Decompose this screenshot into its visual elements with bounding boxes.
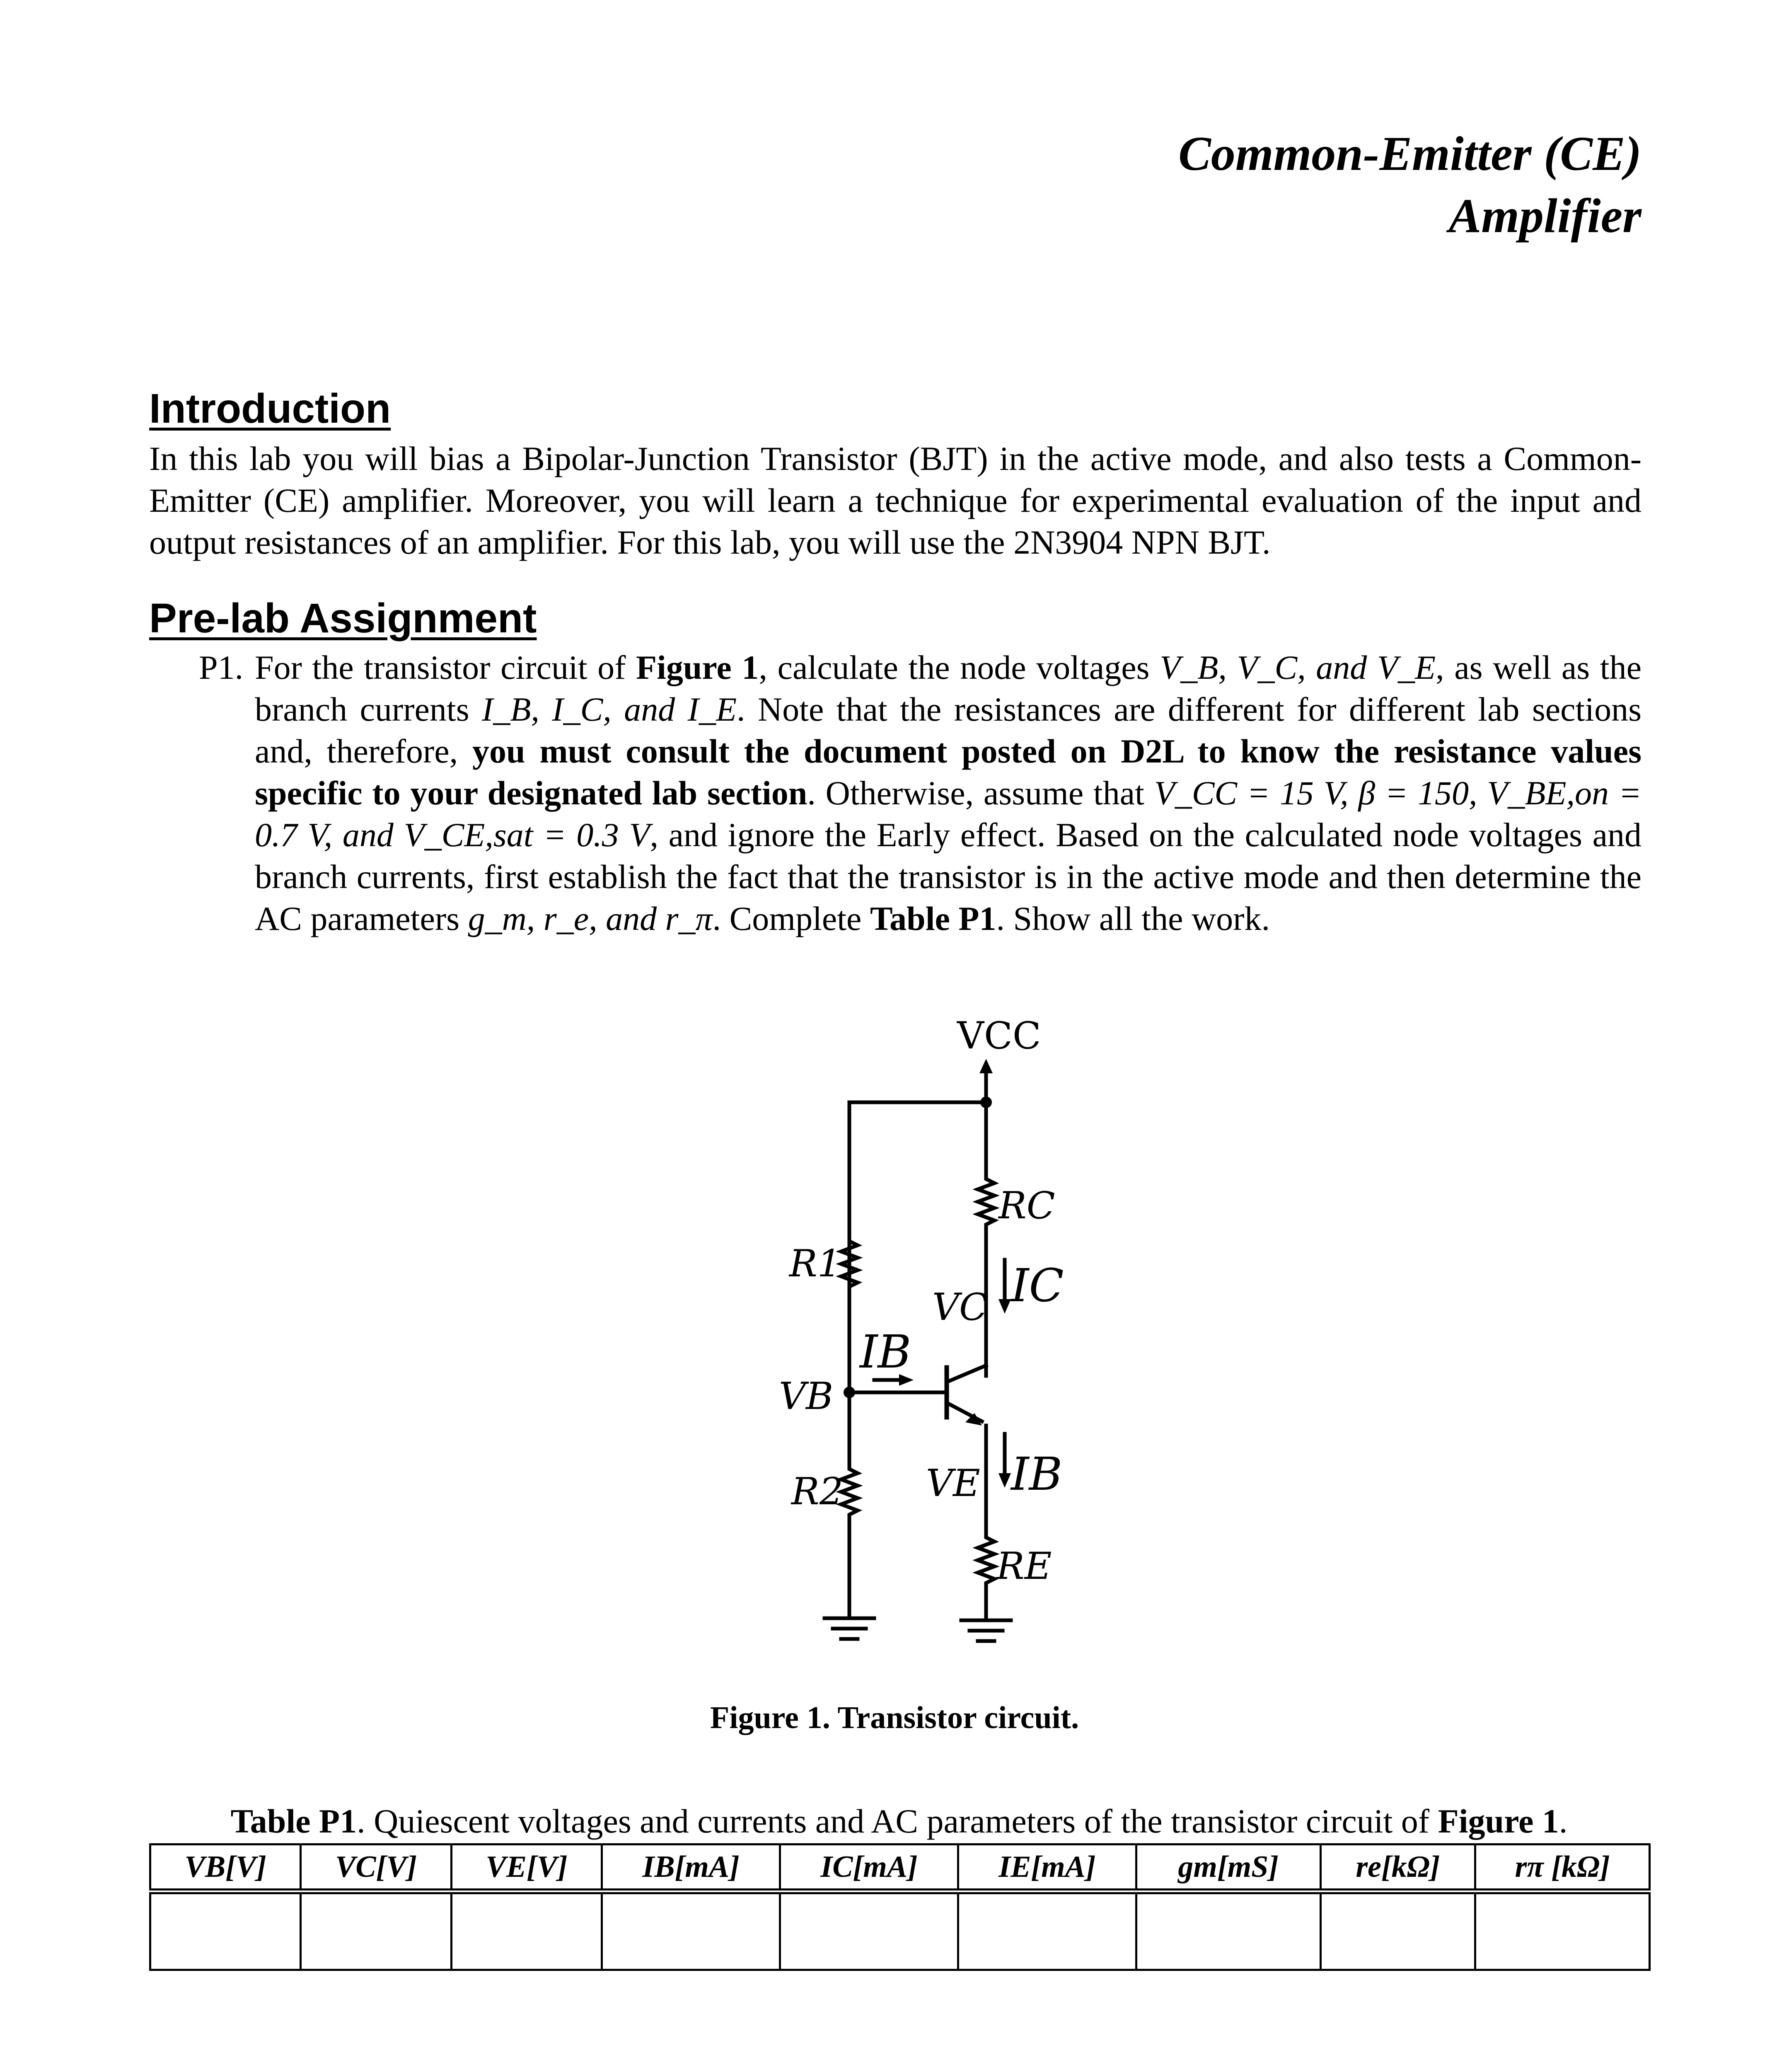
p1-text-4: . Note that the resistances are different for different lab sections and, therefore,	[255, 690, 1642, 770]
collector-lead	[947, 1365, 986, 1382]
figure-1-reference: Figure 1	[636, 649, 759, 686]
header-gm: gm[mS]	[1136, 1844, 1320, 1892]
vcc-node	[980, 1097, 992, 1108]
table-caption-end: .	[1559, 1802, 1568, 1840]
prelab-heading: Pre-lab Assignment	[149, 595, 537, 641]
node-voltage-variables: V_B, V_C, and V_E	[1160, 649, 1436, 686]
ve-label: VE	[926, 1462, 980, 1505]
table-cell[interactable]	[451, 1891, 602, 1970]
ic-arrowhead	[998, 1299, 1011, 1314]
header-re: re[kΩ]	[1320, 1844, 1475, 1892]
table-row	[150, 1891, 1650, 1970]
p1-text-7: . Complete	[712, 900, 870, 937]
ib-label: IB	[860, 1325, 911, 1378]
table-caption	[149, 1801, 1649, 1842]
vb-label: VB	[779, 1375, 834, 1418]
header-vc: VC[V]	[301, 1844, 451, 1892]
table-cell[interactable]	[301, 1891, 451, 1970]
table-caption-label: Table P1	[230, 1802, 357, 1840]
rc-label: RC	[998, 1184, 1055, 1227]
table-cell[interactable]	[150, 1891, 301, 1970]
ie-arrowhead	[998, 1473, 1011, 1488]
assumed-conditions: V_CC = 15 V, β = 150, V_BE,on = 0.7 V, and V_CE,sat = 0.3 V	[255, 774, 1642, 854]
table-cell[interactable]	[958, 1891, 1136, 1970]
d2l-instruction: you must consult the document posted on D2L to know the resistance values specific to your designated lab section	[255, 732, 1642, 812]
resistor-r2	[841, 1392, 858, 1616]
re-label: RE	[996, 1544, 1052, 1588]
header-rpi: rπ [kΩ]	[1475, 1844, 1650, 1892]
header-ie: IE[mA]	[958, 1844, 1136, 1892]
header-ic: IC[mA]	[780, 1844, 958, 1892]
header-ve: VE[V]	[451, 1844, 602, 1892]
table-caption-text: . Quiescent voltages and currents and AC parameters of the transistor circuit of	[357, 1802, 1438, 1840]
p1-text-2: , calculate the node voltages	[759, 649, 1160, 686]
p1-text-6: , and ignore the Early effect. Based on the calculated node voltages and branch currents, first establish the fact that the transistor is in the active mode and then determine the AC parameters	[255, 816, 1642, 937]
branch-current-variables: I_B, I_C, and I_E	[482, 690, 737, 728]
page-title	[1178, 123, 1642, 247]
introduction-text: In this lab you will bias a Bipolar-Junction Transistor (BJT) in the active mode, and also tests a Common-Emitter (CE) amplifier. Moreover, you will learn a technique for experimental evaluation of the input and output resistances of an amplifier. For this lab, you will use the 2N3904 NPN BJT.	[149, 440, 1642, 561]
vc-label: VC	[932, 1285, 988, 1329]
figure-caption: Figure 1. Transistor circuit.	[710, 1700, 1079, 1735]
title-line-2: Amplifier	[1448, 189, 1642, 243]
p1-text-5: . Otherwise, assume that	[807, 774, 1154, 812]
title-line-1: Common-Emitter (CE)	[1178, 126, 1642, 181]
table-cell[interactable]	[1320, 1891, 1475, 1970]
table-p1-reference: Table P1	[870, 900, 996, 937]
ic-label: IC	[1011, 1259, 1064, 1312]
r2-label: R2	[791, 1470, 844, 1513]
p1-text-8: . Show all the work.	[996, 900, 1270, 937]
base-node	[844, 1387, 855, 1398]
resistor-re	[978, 1426, 994, 1618]
p1-label: P1.	[199, 649, 244, 686]
p1-text-1: For the transistor circuit of	[255, 649, 636, 686]
r1-label: R1	[789, 1242, 841, 1285]
vcc-arrowhead	[979, 1059, 993, 1073]
header-ib: IB[mA]	[602, 1844, 780, 1892]
table-cell[interactable]	[1475, 1891, 1650, 1970]
table-caption-figure-ref: Figure 1	[1438, 1802, 1559, 1840]
table-header-row	[150, 1844, 1650, 1892]
resistor-rc	[978, 1102, 994, 1376]
ac-parameters: g_m, r_e, and r_π	[468, 900, 713, 937]
introduction-heading: Introduction	[149, 385, 391, 432]
ie-label: IB	[1011, 1447, 1063, 1501]
vcc-label: VCC	[957, 1014, 1041, 1058]
p1-text-3: , as well as the branch currents	[255, 649, 1642, 728]
table-cell[interactable]	[780, 1891, 958, 1970]
transistor-circuit-diagram	[737, 1003, 1094, 1666]
table-cell[interactable]	[1136, 1891, 1320, 1970]
p1-body	[255, 646, 1642, 939]
header-vb: VB[V]	[150, 1844, 301, 1892]
table-cell[interactable]	[602, 1891, 780, 1970]
table-p1	[149, 1843, 1651, 1971]
p1-problem	[199, 646, 1642, 939]
